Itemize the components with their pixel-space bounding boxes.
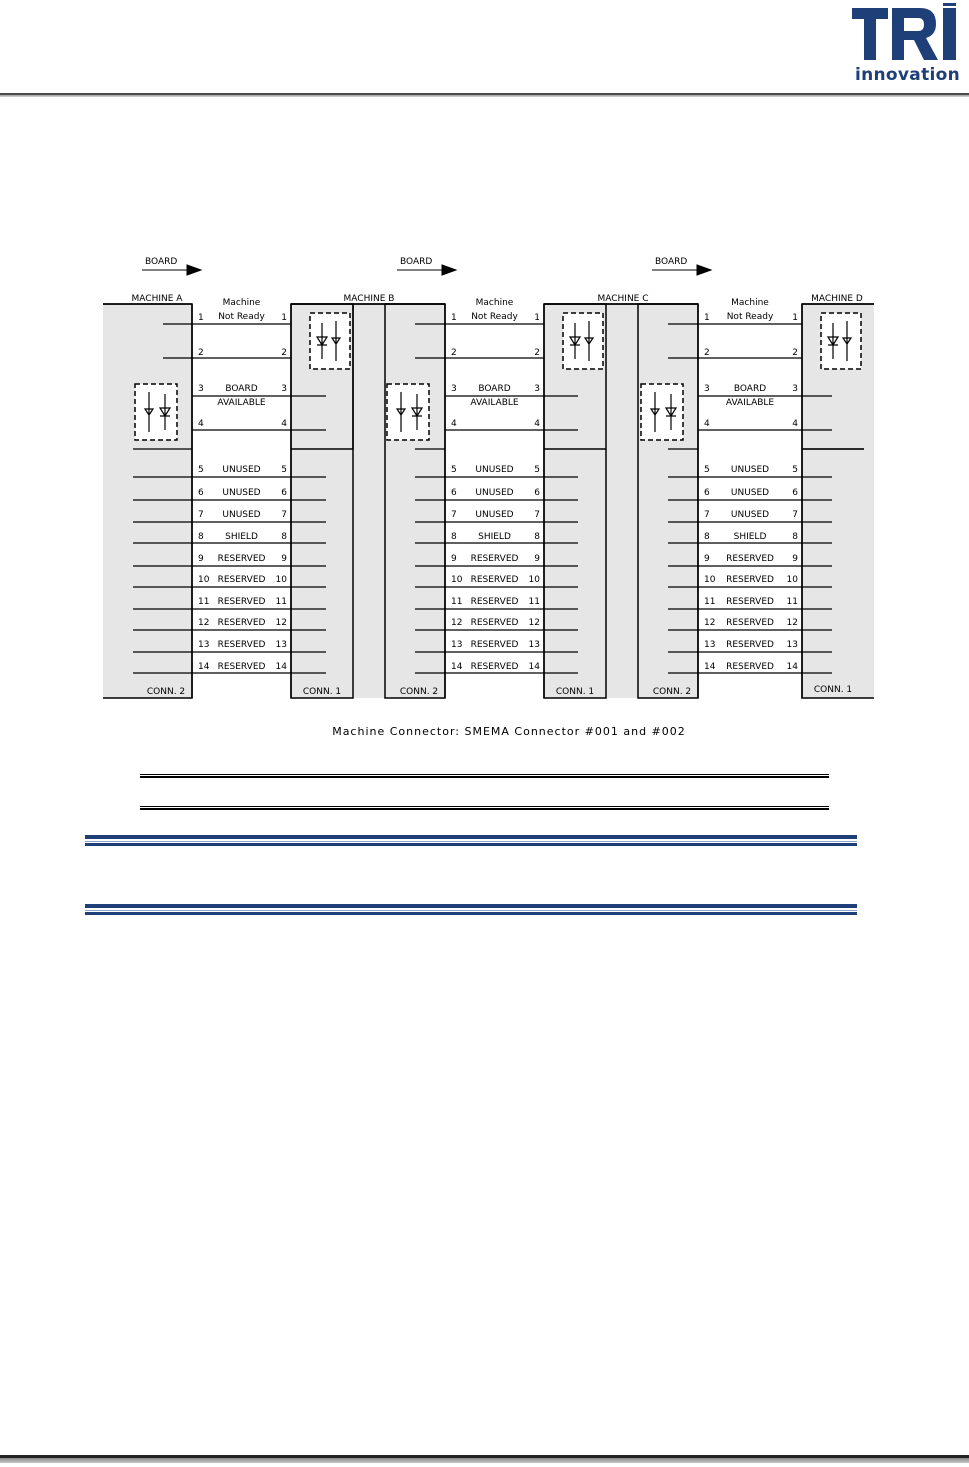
pin-number-right: 4 <box>792 419 798 429</box>
pin-number-left: 3 <box>451 384 457 394</box>
pin-number-left: 5 <box>704 465 710 475</box>
pin-number-left: 7 <box>704 510 710 520</box>
pin-number-left: 2 <box>198 348 204 358</box>
pin-number-right: 14 <box>275 662 287 672</box>
pin-number-right: 8 <box>534 532 540 542</box>
pin-number-right: 1 <box>281 313 287 323</box>
pin-label: RESERVED <box>217 640 266 650</box>
pin-number-left: 8 <box>451 532 457 542</box>
conn1-label: CONN. 1 <box>813 685 853 695</box>
pin-number-left: 7 <box>198 510 204 520</box>
pin-number-left: 12 <box>198 618 210 628</box>
pin-number-right: 14 <box>786 662 798 672</box>
machine-c-opto-output <box>641 384 683 440</box>
signal-label-available: AVAILABLE <box>470 398 519 408</box>
pin-number-left: 14 <box>451 662 463 672</box>
signal-label-board: BOARD <box>225 384 258 394</box>
conn2-label: CONN. 2 <box>652 687 692 697</box>
pin-number-left: 14 <box>198 662 210 672</box>
machine-label-b: MACHINE B <box>343 294 395 304</box>
pin-number-right: 6 <box>281 488 287 498</box>
pin-number-right: 12 <box>786 618 798 628</box>
pin-number-left: 3 <box>198 384 204 394</box>
pin-label: RESERVED <box>217 597 266 607</box>
machine-c-opto-input <box>563 313 603 369</box>
pin-number-left: 6 <box>704 488 710 498</box>
pin-number-right: 14 <box>528 662 540 672</box>
pin-number-right: 9 <box>281 554 287 564</box>
pin-label: RESERVED <box>726 618 774 628</box>
pin-number-right: 1 <box>792 313 798 323</box>
pin-number-left: 10 <box>704 575 716 585</box>
pin-label: SHIELD <box>733 532 767 542</box>
pin-number-left: 13 <box>704 640 716 650</box>
pin-number-right: 5 <box>281 465 287 475</box>
pin-number-left: 5 <box>198 465 204 475</box>
pin-number-left: 3 <box>704 384 710 394</box>
pin-number-left: 12 <box>451 618 463 628</box>
pin-number-left: 8 <box>704 532 710 542</box>
pin-label: RESERVED <box>726 575 774 585</box>
pin-label: UNUSED <box>730 488 770 498</box>
pin-number-left: 10 <box>451 575 463 585</box>
signal-label-board: BOARD <box>733 384 767 394</box>
pin-number-left: 4 <box>198 419 204 429</box>
pin-label: RESERVED <box>217 575 266 585</box>
logo-wordmark: innovation <box>855 65 960 85</box>
pin-number-right: 2 <box>792 348 798 358</box>
pin-number-right: 1 <box>534 313 540 323</box>
machine-b-opto-input <box>310 313 350 369</box>
pin-number-right: 13 <box>528 640 540 650</box>
board-arrow-label-2: BOARD <box>400 257 433 267</box>
section-rule-top <box>85 835 857 846</box>
pin-number-right: 2 <box>534 348 540 358</box>
pin-number-left: 10 <box>198 575 210 585</box>
pin-number-left: 13 <box>198 640 210 650</box>
signal-label-machine: Machine <box>731 298 769 308</box>
pin-label: UNUSED <box>222 465 261 475</box>
signal-label-not-ready: Not Ready <box>726 312 774 322</box>
pin-label: RESERVED <box>726 662 774 672</box>
pin-number-left: 6 <box>451 488 457 498</box>
conn2-label: CONN. 2 <box>146 687 186 697</box>
pin-number-left: 2 <box>451 348 457 358</box>
pin-number-right: 10 <box>786 575 798 585</box>
pin-label: SHIELD <box>478 532 511 542</box>
pin-label: RESERVED <box>470 597 519 607</box>
pin-number-right: 5 <box>534 465 540 475</box>
pin-label: RESERVED <box>726 597 774 607</box>
machine-b-opto-output <box>387 384 429 440</box>
signal-label-machine: Machine <box>222 298 261 308</box>
pin-number-left: 4 <box>704 419 710 429</box>
pin-number-left: 4 <box>451 419 457 429</box>
pin-number-right: 13 <box>275 640 287 650</box>
opto-dashed-box <box>821 313 861 369</box>
machine-a-opto-output <box>135 384 177 440</box>
pin-number-right: 9 <box>792 554 798 564</box>
pin-number-right: 4 <box>534 419 540 429</box>
machine-label-a: MACHINE A <box>131 294 183 304</box>
section-rule-bottom <box>85 904 857 915</box>
pin-label: UNUSED <box>475 510 514 520</box>
pin-number-right: 4 <box>281 419 287 429</box>
pin-label: RESERVED <box>470 618 519 628</box>
pin-number-left: 8 <box>198 532 204 542</box>
signal-label-not-ready: Not Ready <box>471 312 518 322</box>
signal-label-not-ready: Not Ready <box>218 312 265 322</box>
pin-number-right: 5 <box>792 465 798 475</box>
opto-dashed-box <box>387 384 429 440</box>
machine-a-body <box>103 304 192 698</box>
conn2-label: CONN. 2 <box>399 687 439 697</box>
pin-label: RESERVED <box>217 662 266 672</box>
board-arrow-label-1: BOARD <box>145 257 178 267</box>
pin-label: RESERVED <box>217 554 266 564</box>
pin-number-right: 3 <box>281 384 287 394</box>
diagram-caption: Machine Connector: SMEMA Connector #001 and #002 <box>332 725 686 738</box>
pin-number-left: 11 <box>198 597 210 607</box>
pin-number-left: 9 <box>198 554 204 564</box>
pin-number-right: 11 <box>786 597 798 607</box>
pin-label: RESERVED <box>470 640 519 650</box>
machine-label-c: MACHINE C <box>597 294 649 304</box>
pin-number-right: 6 <box>534 488 540 498</box>
pin-number-right: 11 <box>528 597 540 607</box>
pin-number-left: 12 <box>704 618 716 628</box>
separator-rule-top <box>140 774 829 778</box>
pin-number-right: 12 <box>528 618 540 628</box>
pin-number-right: 8 <box>281 532 287 542</box>
pin-number-left: 14 <box>704 662 716 672</box>
pin-number-left: 2 <box>704 348 710 358</box>
pin-number-left: 1 <box>704 313 710 323</box>
smema-wiring-diagram <box>0 0 969 720</box>
pin-label: UNUSED <box>222 510 261 520</box>
pin-number-right: 2 <box>281 348 287 358</box>
pin-number-right: 7 <box>534 510 540 520</box>
pin-label: UNUSED <box>730 510 770 520</box>
pin-number-right: 13 <box>786 640 798 650</box>
pin-number-right: 10 <box>528 575 540 585</box>
pin-label: UNUSED <box>475 465 514 475</box>
conn1-label: CONN. 1 <box>302 687 342 697</box>
pin-number-left: 5 <box>451 465 457 475</box>
pin-number-left: 9 <box>451 554 457 564</box>
pin-label: RESERVED <box>470 662 519 672</box>
signal-label-available: AVAILABLE <box>217 398 266 408</box>
machine-d-opto-input <box>821 313 861 369</box>
pin-number-right: 10 <box>275 575 287 585</box>
pin-label: UNUSED <box>475 488 514 498</box>
opto-dashed-box <box>641 384 683 440</box>
pin-number-right: 3 <box>534 384 540 394</box>
pin-label: RESERVED <box>470 554 519 564</box>
board-arrow-label-3: BOARD <box>655 257 688 267</box>
pin-label: RESERVED <box>726 640 774 650</box>
pin-number-left: 9 <box>704 554 710 564</box>
pin-number-right: 7 <box>281 510 287 520</box>
pin-label: UNUSED <box>730 465 770 475</box>
pin-label: RESERVED <box>726 554 774 564</box>
pin-number-left: 13 <box>451 640 463 650</box>
signal-label-machine: Machine <box>475 298 514 308</box>
footer-rule <box>0 1455 969 1463</box>
pin-label: SHIELD <box>225 532 258 542</box>
opto-dashed-box <box>135 384 177 440</box>
pin-number-right: 7 <box>792 510 798 520</box>
pin-label: RESERVED <box>217 618 266 628</box>
opto-dashed-box <box>310 313 350 369</box>
pin-number-right: 9 <box>534 554 540 564</box>
pin-number-left: 11 <box>451 597 463 607</box>
separator-rule-bottom <box>140 806 829 810</box>
pin-number-right: 8 <box>792 532 798 542</box>
opto-dashed-box <box>563 313 603 369</box>
pin-number-right: 12 <box>275 618 287 628</box>
pin-number-left: 6 <box>198 488 204 498</box>
pin-number-left: 1 <box>198 313 204 323</box>
machine-label-d: MACHINE D <box>811 294 863 304</box>
conn1-label: CONN. 1 <box>555 687 595 697</box>
pin-number-left: 1 <box>451 313 457 323</box>
pin-label: RESERVED <box>470 575 519 585</box>
signal-label-board: BOARD <box>478 384 511 394</box>
pin-number-right: 3 <box>792 384 798 394</box>
pin-number-left: 11 <box>704 597 716 607</box>
pin-number-left: 7 <box>451 510 457 520</box>
pin-number-right: 6 <box>792 488 798 498</box>
signal-label-available: AVAILABLE <box>725 398 775 408</box>
pin-label: UNUSED <box>222 488 261 498</box>
pin-number-right: 11 <box>275 597 287 607</box>
